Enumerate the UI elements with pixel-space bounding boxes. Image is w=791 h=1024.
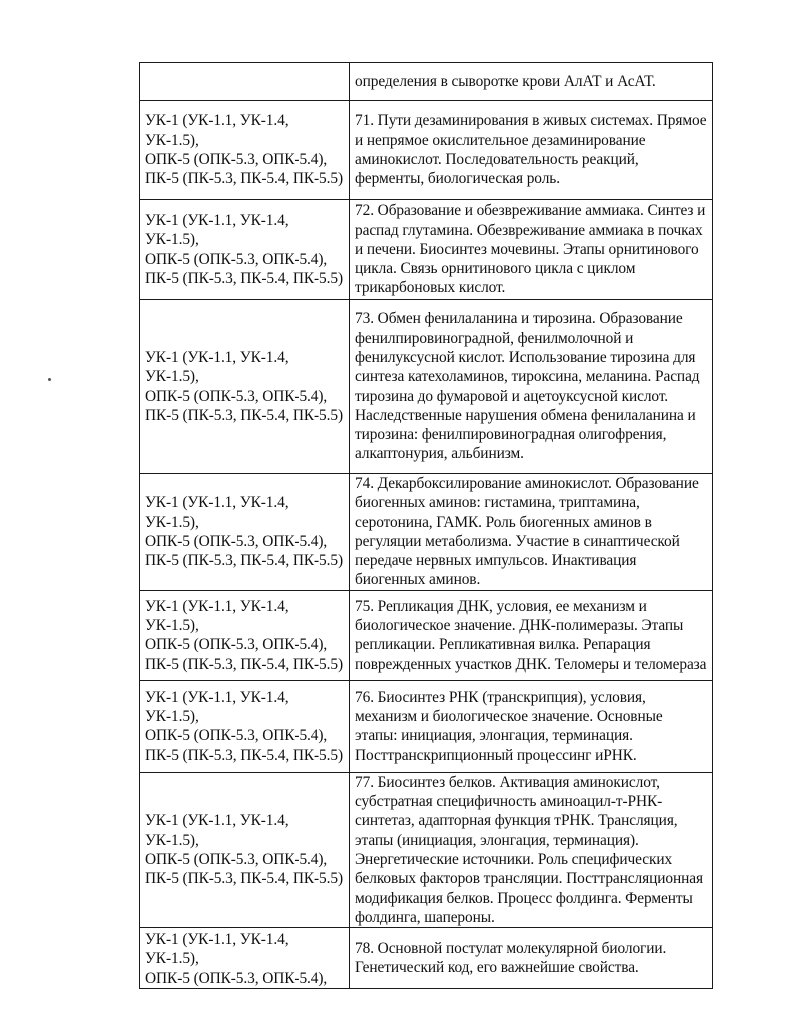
table-row: [140, 928, 713, 989]
competency-cell: [140, 200, 350, 300]
table-row: [140, 680, 713, 772]
topic-cell: 76. Биосинтез РНК (транскрипция), условия, механизм и биологическое значение. Основные этапы: инициация, элонгация, терминация. Посттранскрипционный процессинг иРНК.: [350, 680, 713, 772]
table-row: [140, 590, 713, 680]
competency-cell: [140, 928, 350, 989]
competency-line: ПК-5 (ПК-5.3, ПК-5.4, ПК-5.5): [145, 170, 344, 188]
competency-line: ОПК-5 (ОПК-5.3, ОПК-5.4),: [145, 250, 328, 268]
table-row: [140, 772, 713, 927]
table-row: [140, 101, 713, 200]
topic-cell: 77. Биосинтез белков. Активация аминокислот, субстратная специфичность аминоацил-т-РНК-синтетаз, адапторная функция тРНК. Трансляция, этапы (инициация, элонгация, терминация). Энергетические источники. Роль специфических белковых факторов трансляции. Посттрансляционная модификация белков. Процесс фолдинга. Ферменты фолдинга, шапероны.: [350, 772, 713, 927]
competency-line: ПК-5 (ПК-5.3, ПК-5.4, ПК-5.5): [145, 870, 344, 888]
topic-cell: определения в сыворотке крови АлАТ и АсАТ.: [350, 63, 713, 101]
topic-cell: 73. Обмен фенилаланина и тирозина. Образование фенилпировиноградной, фенилмолочной и фенилуксусной кислот. Использование тирозина для синтеза катехоламинов, тироксина, меланина. Распад тирозина до фумаровой и ацетоуксусной кислот. Наследственные нарушения обмена фенилаланина и тирозина: фенилпировиноградная олигофрения, алкаптонурия, альбинизм.: [350, 300, 713, 474]
competency-line: УК-1 (УК-1.1, УК-1.4, УК-1.5),: [145, 931, 289, 968]
competency-cell: [140, 680, 350, 772]
scan-speck: [48, 378, 51, 381]
competency-line: УК-1 (УК-1.1, УК-1.4, УК-1.5),: [145, 812, 289, 849]
topic-cell: 75. Репликация ДНК, условия, ее механизм и биологическое значение. ДНК-полимеразы. Этапы репликации. Репликативная вилка. Репарация поврежденных участков ДНК. Теломеры и теломераза: [350, 590, 713, 680]
topic-cell: 72. Образование и обезвреживание аммиака. Синтез и распад глутамина. Обезвреживание аммиака в почках и печени. Биосинтез мочевины. Этапы орнитинового цикла. Связь орнитинового цикла с циклом трикарбоновых кислот.: [350, 200, 713, 300]
table-row: [140, 200, 713, 300]
competency-line: ПК-5 (ПК-5.3, ПК-5.4, ПК-5.5): [145, 746, 344, 764]
competency-cell: [140, 101, 350, 200]
table-row: [140, 300, 713, 474]
competency-line: ОПК-5 (ОПК-5.3, ОПК-5.4),: [145, 727, 328, 745]
competency-cell: [140, 590, 350, 680]
competency-line: УК-1 (УК-1.1, УК-1.4, УК-1.5),: [145, 112, 289, 149]
competency-line: ПК-5 (ПК-5.3, ПК-5.4, ПК-5.5): [145, 552, 344, 570]
competency-line: УК-1 (УК-1.1, УК-1.4, УК-1.5),: [145, 211, 289, 249]
competency-line: ПК-5 (ПК-5.3, ПК-5.4, ПК-5.5): [145, 406, 344, 424]
topic-cell: 78. Основной постулат молекулярной биологии. Генетический код, его важнейшие свойства.: [350, 928, 713, 989]
table-row: [140, 63, 713, 101]
competency-line: ПК-5 (ПК-5.3, ПК-5.4, ПК-5.5): [145, 269, 344, 287]
table-row: [140, 474, 713, 591]
competency-line: ПК-5 (ПК-5.3, ПК-5.4, ПК-5.5): [145, 655, 344, 673]
competency-cell: [140, 63, 350, 101]
competency-line: ОПК-5 (ОПК-5.3, ОПК-5.4),: [145, 387, 328, 405]
topic-cell: 74. Декарбоксилирование аминокислот. Образование биогенных аминов: гистамина, триптамина, серотонина, ГАМК. Роль биогенных аминов в регуляции метаболизма. Участие в синаптической передаче нервных импульсов. Инактивация биогенных аминов.: [350, 474, 713, 591]
competency-line: УК-1 (УК-1.1, УК-1.4, УК-1.5),: [145, 688, 289, 725]
exam-questions-table: [139, 62, 713, 989]
competency-line: ОПК-5 (ОПК-5.3, ОПК-5.4),: [145, 151, 328, 168]
competency-line: УК-1 (УК-1.1, УК-1.4, УК-1.5),: [145, 597, 289, 634]
topic-cell: 71. Пути дезаминирования в живых системах. Прямое и непрямое окислительное дезаминирование аминокислот. Последовательность реакций, ферменты, биологическая роль.: [350, 101, 713, 200]
competency-line: УК-1 (УК-1.1, УК-1.4, УК-1.5),: [145, 348, 289, 386]
competency-line: ОПК-5 (ОПК-5.3, ОПК-5.4),: [145, 850, 328, 868]
competency-line: УК-1 (УК-1.1, УК-1.4, УК-1.5),: [145, 494, 289, 531]
competency-cell: [140, 772, 350, 927]
competency-line: ОПК-5 (ОПК-5.3, ОПК-5.4),: [145, 636, 328, 654]
competency-line: ОПК-5 (ОПК-5.3, ОПК-5.4),: [145, 532, 328, 550]
competency-cell: [140, 474, 350, 591]
competency-line: ОПК-5 (ОПК-5.3, ОПК-5.4),: [145, 969, 328, 987]
competency-cell: [140, 300, 350, 474]
